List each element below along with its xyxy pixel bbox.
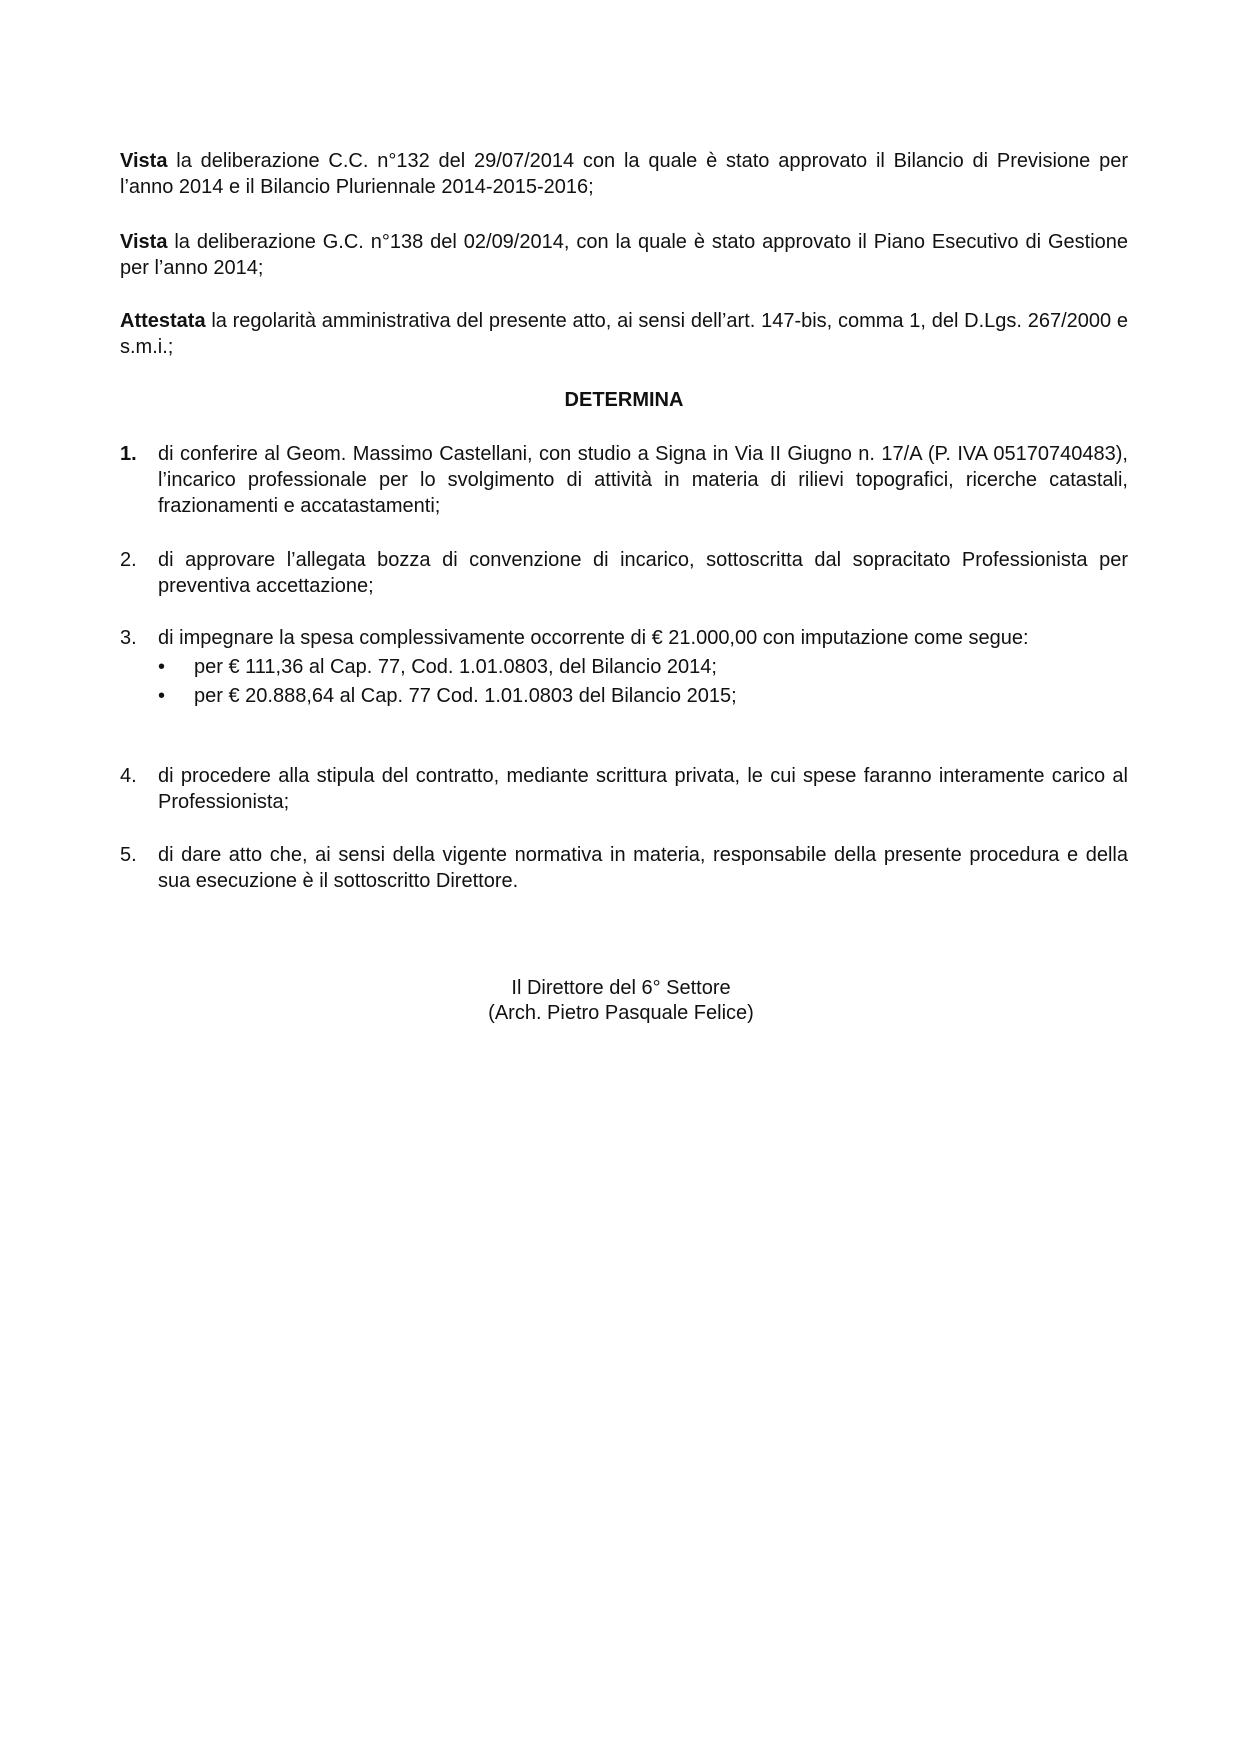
list-item xyxy=(120,842,1128,894)
premise-text: la deliberazione G.C. n°138 del 02/09/2014, con la quale è stato approvato il Piano Esecutivo di Gestione per l’anno 2014; xyxy=(120,231,1128,279)
signature-name: (Arch. Pietro Pasquale Felice) xyxy=(488,1002,754,1024)
bullet-text: per € 20.888,64 al Cap. 77 Cod. 1.01.0803 del Bilancio 2015; xyxy=(194,685,737,707)
signature-role: Il Direttore del 6° Settore xyxy=(511,977,731,999)
premise-lead: Attestata xyxy=(120,310,206,332)
bullet-item xyxy=(158,683,1128,709)
premise-text: la deliberazione C.C. n°132 del 29/07/2014 con la quale è stato approvato il Bilancio di Previsione per l’anno 2014 e il Bilancio Pluriennale 2014-2015-2016; xyxy=(120,150,1128,198)
item-text: di conferire al Geom. Massimo Castellani, con studio a Signa in Via II Giugno n. 17/A (P. IVA 05170740483), l’incarico professionale per lo svolgimento di attività in materia di rilievi topografici, ricerche catastali, frazionamenti e accatastamenti; xyxy=(158,443,1128,517)
bullet-icon: • xyxy=(158,685,166,707)
list-item xyxy=(120,625,1128,709)
item-text: di impegnare la spesa complessivamente occorrente di € 21.000,00 con imputazione come segue: xyxy=(158,627,1029,649)
list-item xyxy=(120,441,1128,519)
list-item xyxy=(120,547,1128,599)
bullet-text: per € 111,36 al Cap. 77, Cod. 1.01.0803, del Bilancio 2014; xyxy=(194,656,717,678)
bullet-icon: • xyxy=(158,656,166,678)
item-number: 1. xyxy=(120,443,137,465)
item-text: di procedere alla stipula del contratto, mediante scrittura privata, le cui spese faranno interamente carico al Professionista; xyxy=(158,765,1128,813)
bullet-item xyxy=(158,654,1128,680)
item-text: di dare atto che, ai sensi della vigente normativa in materia, responsabile della presente procedura e della sua esecuzione è il sottoscritto Direttore. xyxy=(158,844,1128,892)
determina-heading: DETERMINA xyxy=(564,389,684,411)
premise-bilancio xyxy=(120,148,1128,200)
premise-lead: Vista xyxy=(120,231,168,253)
item-number: 5. xyxy=(120,844,137,866)
item-text: di approvare l’allegata bozza di convenzione di incarico, sottoscritta dal sopracitato Professionista per preventiva accettazione; xyxy=(158,549,1128,597)
list-item xyxy=(120,763,1128,815)
item-number: 3. xyxy=(120,627,137,649)
premise-peg xyxy=(120,229,1128,281)
item-number: 4. xyxy=(120,765,137,787)
premise-lead: Vista xyxy=(120,150,168,172)
premise-attestata xyxy=(120,308,1128,360)
premise-text: la regolarità amministrativa del presente atto, ai sensi dell’art. 147-bis, comma 1, del D.Lgs. 267/2000 e s.m.i.; xyxy=(120,310,1128,358)
item-number: 2. xyxy=(120,549,137,571)
